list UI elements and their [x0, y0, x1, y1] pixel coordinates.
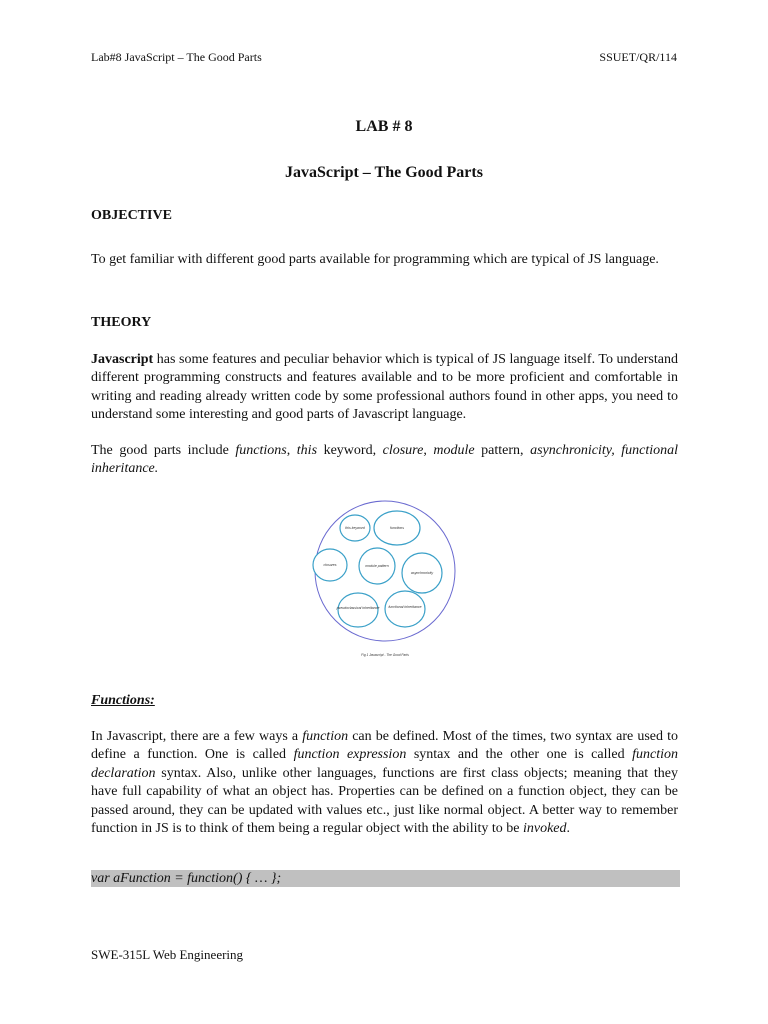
javascript-bold-term: Javascript	[91, 352, 154, 367]
p2-term-this: this	[296, 443, 318, 458]
label-this-keyword: this keyword	[345, 526, 365, 530]
fn-text-5: .	[566, 821, 571, 837]
label-pseudoclassical-inheritance: pseudoclassical inheritance	[336, 606, 380, 610]
p2-text-1: The good parts include	[91, 443, 236, 458]
p2-text-4: ,	[423, 443, 434, 458]
theory-paragraph-1-text: has some features and peculiar behavior which is typical of JS language itself. To understand different programming constructs and features available and to be more proficient and comfortable in writing and reading already written code by some professional authors found in other apps, you need to understand some interesting and good parts of Javascript language.	[91, 352, 678, 423]
fn-text-2: can be defined. Most of the times, two syntax are used to define a function. One is called	[91, 729, 678, 763]
label-asynchronicity: asynchronicity	[410, 571, 434, 575]
label-functional-inheritance: functional inheritance	[388, 605, 422, 609]
p2-text-3: keyword,	[317, 443, 383, 458]
diagram-caption: Fig 1 Javascript - The Good Parts	[361, 653, 409, 657]
theory-paragraph-1	[91, 351, 678, 425]
lab-subtitle: JavaScript – The Good Parts	[285, 164, 483, 181]
label-functions: functions	[389, 526, 405, 530]
fn-text-4: syntax. Also, unlike other languages, functions are first class objects; meaning that they have full capability of what an object has. Properties can be defined on a function object, they can be passed around, they can be updated with values etc., just like normal object. A better way to remember function in JS is to think of them being a regular object with the ability to be	[91, 765, 678, 837]
label-closures: closures	[323, 563, 337, 567]
fn-term-invoked: invoked	[522, 821, 567, 837]
footer-course: SWE-315L Web Engineering	[91, 947, 244, 962]
p2-text-2: ,	[286, 443, 297, 458]
p2-term-closure: closure	[382, 443, 424, 458]
objective-text: To get familiar with different good parts available for programming which are typical of JS language.	[91, 252, 659, 267]
functions-heading: Functions:	[91, 693, 155, 708]
functions-paragraph	[91, 728, 678, 838]
p2-term-module: module	[433, 443, 475, 458]
header-left: Lab#8 JavaScript – The Good Parts	[91, 50, 262, 64]
header-right: SSUET/QR/114	[599, 50, 677, 64]
good-parts-diagram	[300, 499, 470, 669]
fn-text-1: In Javascript, there are a few ways a	[91, 729, 303, 744]
fn-term-function-expression: function expression	[293, 747, 407, 763]
theory-paragraph-2	[91, 442, 678, 479]
label-module-pattern: module pattern	[365, 564, 389, 568]
p2-term-async: asynchronicity, functional inheritance.	[91, 443, 679, 477]
lab-title: LAB # 8	[355, 118, 413, 135]
p2-term-functions: functions	[235, 443, 287, 458]
objective-heading: OBJECTIVE	[91, 208, 172, 223]
code-snippet: var aFunction = function() { … };	[91, 870, 680, 887]
p2-text-5: pattern,	[474, 443, 531, 458]
bubble-pseudoclassical-inheritance	[338, 593, 378, 627]
fn-term-function: function	[302, 729, 349, 744]
theory-heading: THEORY	[91, 315, 152, 330]
bubble-functional-inheritance	[385, 591, 425, 627]
fn-term-function-declaration: function declaration	[91, 747, 678, 781]
fn-text-3: syntax and the other one is called	[406, 747, 633, 763]
